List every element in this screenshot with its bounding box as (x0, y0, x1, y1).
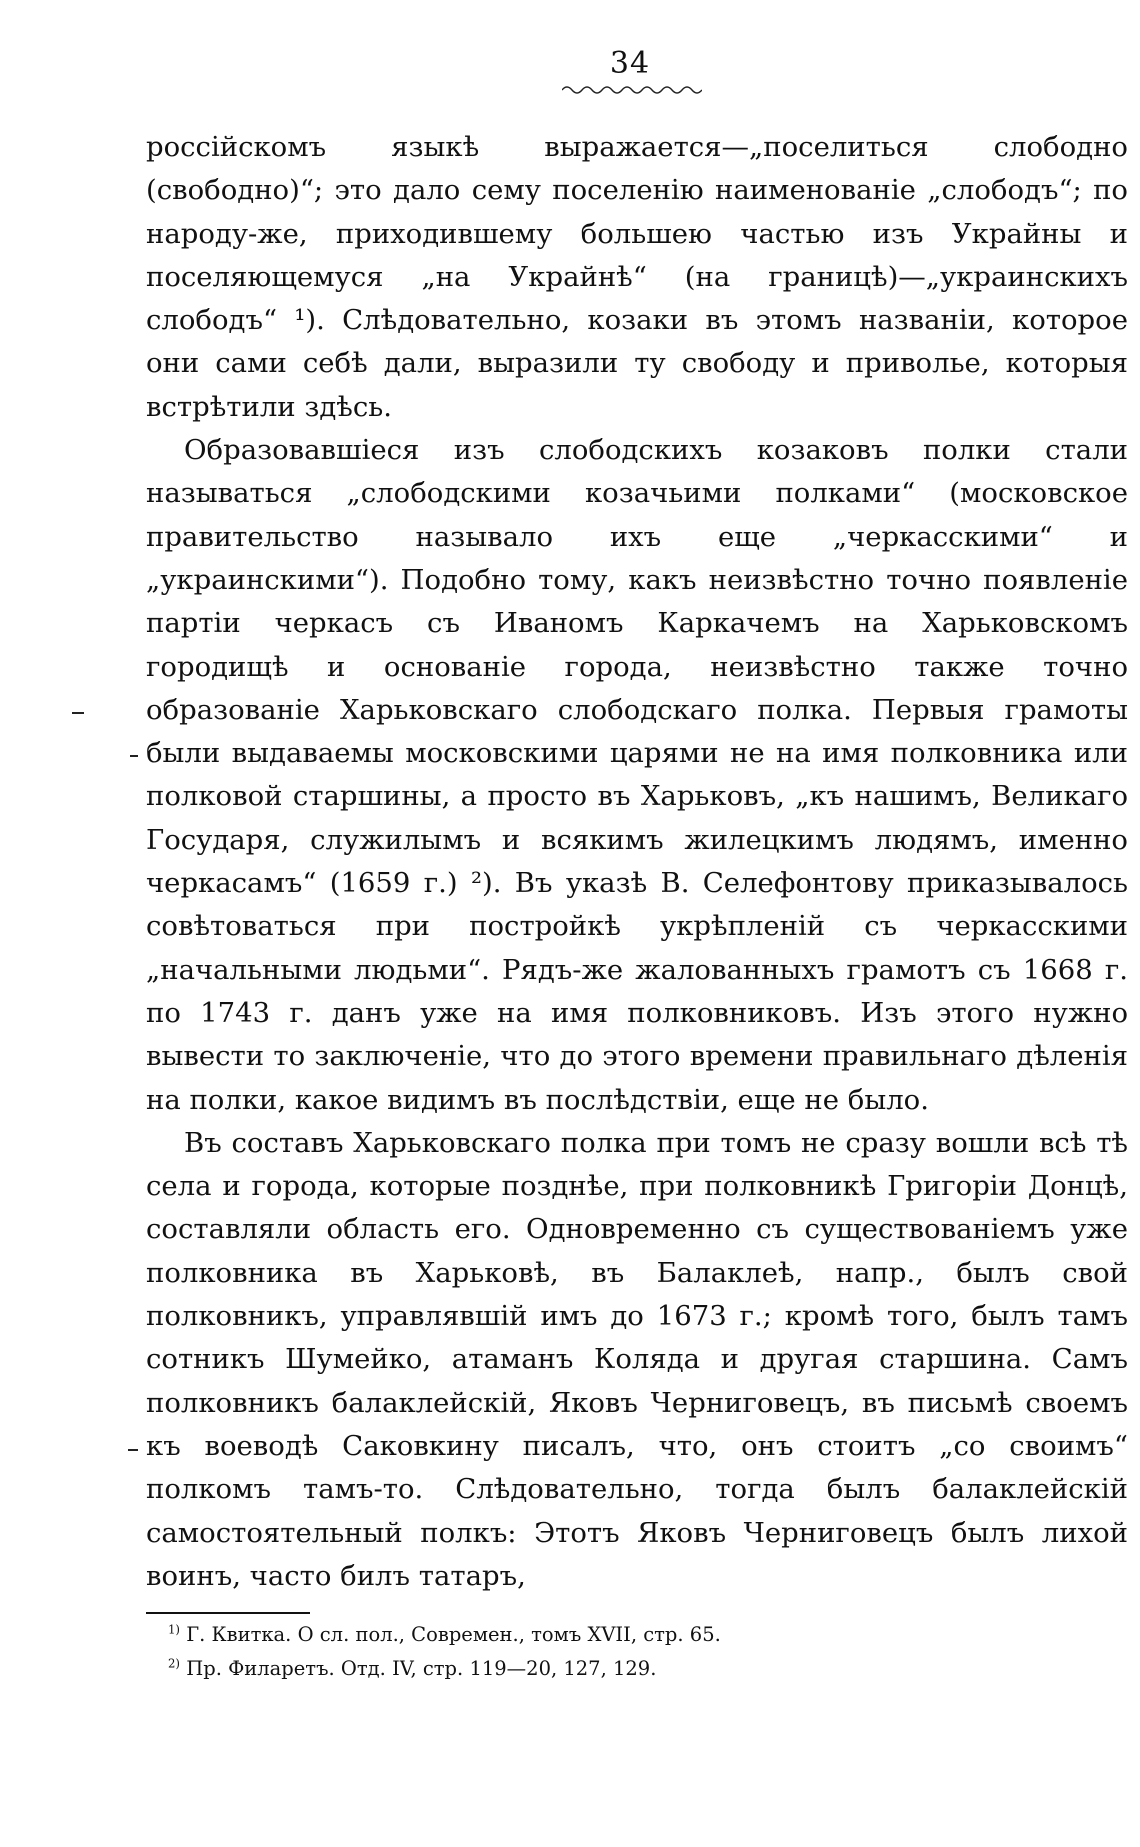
footnote-text: Г. Квитка. О сл. пол., Современ., томъ XVII, стр. 65. (186, 1623, 721, 1646)
wavy-ornament-icon (562, 84, 702, 96)
body-text (146, 126, 1128, 1598)
margin-mark (130, 755, 138, 757)
paragraph-2: Образовавшіеся изъ слободскихъ козаковъ полки стали называться „слободскими козачьими полками“ (московское правительство называло ихъ еще „черкасскими“ и „украинскими“). Подобно тому, какъ неизвѣстно точно появленіе партіи черкасъ съ Иваномъ Каркачемъ на Харьковскомъ городищѣ и основаніе города, неизвѣстно также точно образованіе Харьковскаго слободскаго полка. Первыя грамоты были выдаваемы московскими царями не на имя полковника или полковой старшины, а просто въ Харьковъ, „къ нашимъ, Великаго Государя, служилымъ и всякимъ жилецкимъ людямъ, именно черкасамъ“ (1659 г.) ²). Въ указѣ В. Селефонтову приказывалось совѣтоваться при постройкѣ укрѣпленій съ черкасскими „начальными людьми“. Рядъ-же жалованныхъ грамотъ съ 1668 г. по 1743 г. данъ уже на имя полковниковъ. Изъ этого нужно вывести то заключеніе, что до этого времени правильнаго дѣленія на полки, какое видимъ въ послѣдствіи, еще не было. (146, 434, 1128, 1116)
footnotes (168, 1618, 1068, 1686)
footnote-2 (168, 1652, 1068, 1686)
paragraph-3: Въ составъ Харьковскаго полка при томъ не сразу вошли всѣ тѣ села и города, которые позднѣе, при полковникѣ Григоріи Донцѣ, составляли область его. Одновременно съ существованіемъ уже полковника въ Харьковѣ, въ Балаклеѣ, напр., былъ свой полковникъ, управлявшій имъ до 1673 г.; кромѣ того, былъ тамъ сотникъ Шумейко, атаманъ Коляда и другая старшина. Самъ полковникъ балаклейскій, Яковъ Черниговецъ, въ письмѣ своемъ къ воеводѣ Саковкину писалъ, что, онъ стоитъ „со своимъ“ полкомъ тамъ-то. Слѣдовательно, тогда былъ балаклейскій самостоятельный полкъ: Этотъ Яковъ Черниговецъ былъ лихой воинъ, часто билъ татаръ, (146, 1126, 1128, 1592)
footnote-separator (146, 1612, 310, 1614)
footnote-text: Пр. Филаретъ. Отд. IV, стр. 119—20, 127, 129. (186, 1657, 657, 1680)
paragraph-1: россійскомъ языкѣ выражается—„поселиться слободно (свободно)“; это дало сему поселенію наименованіе „слободъ“; по народу-же, приходившему большею частью изъ Украйны и поселяющемуся „на Украйнѣ“ (на границѣ)—„украинскихъ слободъ“ ¹). Слѣдовательно, козаки въ этомъ названіи, которое они сами себѣ дали, выразили ту свободу и приволье, которыя встрѣтили здѣсь. (146, 131, 1128, 423)
footnote-marker: 1) (168, 1622, 180, 1637)
footnote-marker: 2) (168, 1656, 180, 1671)
margin-mark (128, 1449, 138, 1451)
page-number: 34 (609, 46, 651, 81)
margin-mark (72, 712, 84, 714)
footnote-1 (168, 1618, 1068, 1652)
